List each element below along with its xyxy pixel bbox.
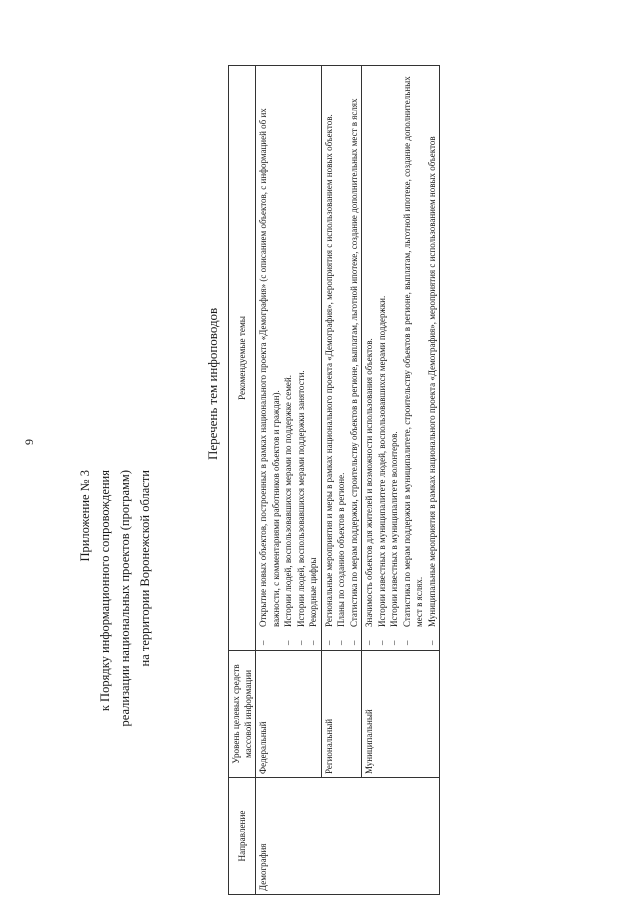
table-row bbox=[256, 66, 322, 895]
topic-item: – Истории известных в муниципалитете людей, воспользовавшихся мерами поддержки. bbox=[376, 69, 389, 647]
topic-item: – Истории людей, воспользовавшихся мерами по поддержке семей. bbox=[282, 69, 295, 647]
appendix-line-3: реализации национальных проектов (программ) bbox=[118, 470, 132, 727]
topic-item: – Статистика по мерам поддержки, строительству объектов в регионе, выплатам, льготной ипотеке, создание дополнительных мест в яслях bbox=[348, 69, 361, 647]
list-title: Перечень тем инфоповодов bbox=[205, 307, 220, 460]
header-direction: Направление bbox=[229, 778, 256, 895]
topic-item: – Открытие новых объектов, построенных в рамках национального проекта «Демография» (с описанием объектов, с информацией об их важности, с комментариями работников объектов и граждан). bbox=[257, 69, 282, 647]
table-row bbox=[362, 66, 440, 895]
level-cell: Муниципальный bbox=[362, 651, 440, 778]
header-topics: Рекомендуемые темы bbox=[229, 66, 256, 651]
topic-item: – Истории известных в муниципалитете волонтеров. bbox=[388, 69, 401, 647]
appendix-line-1: Приложение № 3 bbox=[78, 470, 92, 562]
topics-table bbox=[228, 65, 440, 895]
topics-cell bbox=[256, 66, 322, 651]
appendix-header bbox=[75, 470, 155, 890]
topic-item: – Рекордные цифры bbox=[307, 69, 320, 647]
topic-item: – Статистика по мерам поддержки в муниципалитете, строительству объектов в регионе, выплатам, льготной ипотеке, создание дополнительных мест в яслях. bbox=[401, 69, 426, 647]
topic-item: – Планы по созданию объектов в регионе. bbox=[335, 69, 348, 647]
topics-cell bbox=[321, 66, 362, 651]
page-number: 9 bbox=[22, 439, 36, 445]
table-header-row bbox=[229, 66, 256, 895]
appendix-line-4: на территории Воронежской области bbox=[138, 470, 152, 667]
topic-item: – Значимость объектов для жителей и возможности использования объектов. bbox=[363, 69, 376, 647]
appendix-line-2: к Порядку информационного сопровождения bbox=[98, 470, 112, 712]
topic-item: – Истории людей, воспользовавшихся мерами поддержки занятости. bbox=[295, 69, 308, 647]
topic-item: – Муниципальные мероприятия в рамках национального проекта «Демография», мероприятия с использованием новых объектов bbox=[426, 69, 439, 647]
topic-item: – Региональные мероприятия и меры в рамках национального проекта «Демография», мероприятия с использованием новых объектов. bbox=[323, 69, 336, 647]
table-row bbox=[321, 66, 362, 895]
level-cell: Региональный bbox=[321, 651, 362, 778]
level-cell: Федеральный bbox=[256, 651, 322, 778]
topics-cell bbox=[362, 66, 440, 651]
direction-cell: Демография bbox=[256, 778, 440, 895]
header-level: Уровень целевых средств массовой информации bbox=[229, 651, 256, 778]
